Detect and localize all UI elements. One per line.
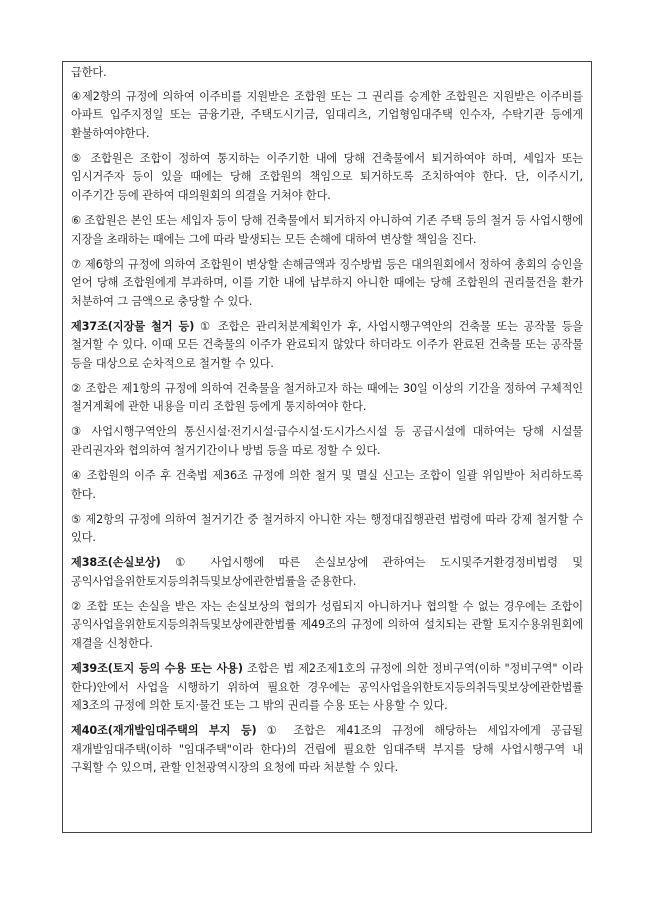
article-heading: 제40조(재개발임대주택의 부지 등)	[71, 724, 257, 738]
paragraph-37-3	[71, 423, 583, 460]
article-heading: 제38조(손실보상)	[71, 556, 161, 570]
article-40	[71, 722, 583, 778]
paragraph-text: ⑤ 조합원은 조합이 정하여 통지하는 이주기한 내에 당해 건축물에서 퇴거하여야 하며, 세입자 또는 임시거주자 등이 있을 때에는 당해 조합원의 책임으로 퇴거하도록 조치하여야 한다. 단, 이주시기, 이주기간 등에 관하여 대의원회의 의결을 거쳐야 한다.	[71, 151, 583, 202]
paragraph-36-4	[71, 88, 583, 144]
paragraph-text: ⑥ 조합원은 본인 또는 세입자 등이 당해 건축물에서 퇴거하지 아니하여 기존 주택 등의 철거 등 사업시행에 지장을 초래하는 때에는 그에 따라 발생되는 모든 손해에 대하여 변상할 책임을 진다.	[71, 213, 583, 246]
paragraph-text: ④ 조합원의 이주 후 건축법 제36조 규정에 의한 철거 및 멸실 신고는 조합이 일괄 위임받아 처리하도록 한다.	[71, 469, 583, 501]
article-38	[71, 554, 583, 591]
paragraph-36-7	[71, 256, 583, 312]
paragraph-text: ① 조합은 관리처분계획인가 후, 사업시행구역안의 건축물 또는 공작물 등을 철거할 수 있다. 이때 모든 건축물의 이주가 완료되지 않았다 하더라도 이주가 완료된 건축물 또는 공작물 등을 대상으로 순차적으로 철거할 수 있다.	[71, 319, 583, 370]
paragraph-text: ② 조합 또는 손실을 받은 자는 손실보상의 협의가 성립되지 아니하거나 협의할 수 없는 경우에는 조합이 공익사업을위한토지등의취득및보상에관한법률 제49조의 규정에 의하여 설치되는 관할 토지수용위원회에 재결을 신청한다.	[71, 599, 583, 650]
paragraph-text: ① 조합은 제41조의 규정에 해당하는 세입자에게 공급될 재개발임대주택(이하 "임대주택"이라 한다)의 건립에 필요한 임대주택 부지를 당해 사업시행구역 내 구획할 수 있으며, 관할 인천광역시장의 요청에 따라 처분할 수 있다.	[71, 724, 583, 775]
paragraph-text: 급한다.	[71, 66, 107, 79]
article-heading: 제39조(토지 등의 수용 또는 사용)	[71, 661, 243, 675]
paragraph-text: ① 사업시행에 따른 손실보상에 관하여는 도시및주거환경정비법령 및 공익사업을위한토지등의취득및보상에관한법률을 준용한다.	[71, 556, 583, 588]
article-39	[71, 660, 583, 716]
article-heading: 제37조(지장물 철거 등)	[71, 319, 195, 333]
paragraph-37-5	[71, 511, 583, 548]
paragraph-38-2	[71, 598, 583, 654]
paragraph-37-4	[71, 467, 583, 504]
bylaws-text-frame	[62, 61, 592, 833]
paragraph-text: ② 조합은 제1항의 규정에 의하여 건축물을 철거하고자 하는 때에는 30일 이상의 기간을 정하여 구체적인 철거계획에 관한 내용을 미리 조합원 등에게 통지하여야 한다.	[71, 381, 583, 414]
paragraph-text: ③ 사업시행구역안의 통신시설·전기시설·급수시설·도시가스시설 등 공급시설에 대하여는 당해 시설물 관리권자와 협의하여 철거기간이나 방법 등을 따로 정할 수 있다.	[71, 425, 583, 458]
paragraph-text: ⑦ 제6항의 규정에 의하여 조합원이 변상할 손해금액과 징수방법 등은 대의원회에서 정하여 총회의 승인을 얻어 당해 조합원에게 부과하며, 이를 기한 내에 납부하지 아니한 때에는 당해 조합원의 권리물건을 환가 처분하여 그 금액으로 충당할 수 있다.	[71, 257, 583, 308]
paragraph-continuation	[71, 64, 583, 83]
paragraph-36-6	[71, 212, 583, 249]
paragraph-37-2	[71, 380, 583, 417]
paragraph-text: ④제2항의 규정에 의하여 이주비를 지원받은 조합원 또는 그 권리를 승계한 조합원은 지원받은 이주비를 아파트 입주지정일 또는 금융기관, 주택도시기금, 임대리츠, 기업형임대주택 인수자, 수탁기관 등에게 환불하여야한다.	[71, 89, 583, 140]
paragraph-text: 조합은 법 제2조제1호의 규정에 의한 정비구역(이하 "정비구역" 이라 한다)안에서 사업을 시행하기 위하여 필요한 경우에는 공익사업을위한토지등의취득및보상에관한법률 제3조의 규정에 의한 토지·물건 또는 그 밖의 권리를 수용 또는 사용할 수 있다.	[71, 661, 584, 713]
article-37	[71, 318, 583, 374]
paragraph-text: ⑤ 제2항의 규정에 의하여 철거기간 중 철거하지 아니한 자는 행정대집행관련 법령에 따라 강제 철거할 수 있다.	[71, 512, 583, 545]
paragraph-36-5	[71, 150, 583, 206]
